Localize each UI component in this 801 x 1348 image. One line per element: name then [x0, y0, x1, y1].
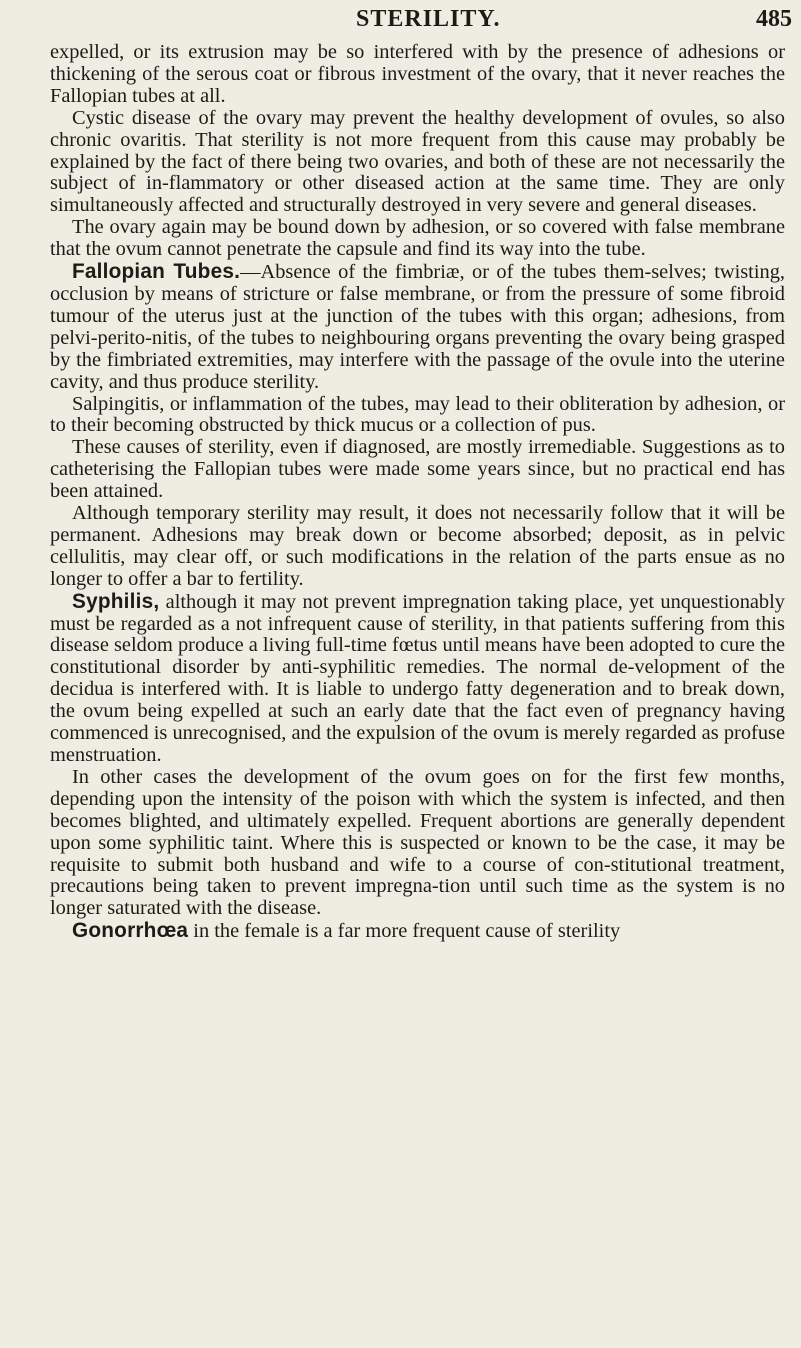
running-title: STERILITY.	[356, 6, 501, 32]
body-text	[50, 42, 785, 943]
paragraph-text: Cystic disease of the ovary may prevent the healthy development of ovules, so also chronic ovaritis. That sterility is not more frequent from this cause may probably be explained by the fact of there being two ovaries, and both of these are not necessarily the subject of in-flammatory or other diseased action at the same time. They are only simultaneously affected and structurally destroyed in very severe and general diseases.	[50, 106, 785, 217]
paragraph-text: in the female is a far more frequent cause of sterility	[188, 920, 621, 943]
paragraph-temporary-sterility	[50, 503, 785, 591]
paragraph-fallopian-tubes	[50, 261, 785, 393]
paragraph-text: expelled, or its extrusion may be so interfered with by the presence of adhesions or thickening of the serous coat or fibrous investment of the ovary, that it never reaches the Fallopian tubes at all.	[50, 41, 785, 107]
paragraph-syphilis	[50, 591, 785, 767]
paragraph-text: Salpingitis, or inflammation of the tubes, may lead to their obliteration by adhesion, or to their becoming obstructed by thick mucus or a collection of pus.	[50, 392, 785, 437]
side-heading-gonorrhoea: Gonorrhœa	[72, 919, 189, 943]
paragraph-ovary-bound-down	[50, 217, 785, 261]
page-number: 485	[756, 6, 792, 32]
side-heading-syphilis: Syphilis,	[72, 589, 160, 613]
paragraph-cystic-disease	[50, 108, 785, 218]
paragraph-text: —Absence of the fimbriæ, or of the tubes them-selves; twisting, occlusion by means of stricture or false membrane, or from the pressure of some fibroid tumour of the uterus just at the junction of the tubes with this organ; adhesions, from pelvi-perito-nitis, of the tubes to neighbouring organs preventing the ovary being grasped by the fimbriated extremities, may interfere with the passage of the ovule into the uterine cavity, and thus produce sterility.	[50, 261, 785, 393]
paragraph-irremediable-causes	[50, 437, 785, 503]
running-head	[50, 6, 792, 40]
paragraph-ovum-development	[50, 767, 785, 920]
paragraph-text: In other cases the development of the ovum goes on for the first few months, depending upon the intensity of the poison with which the system is infected, and then becomes blighted, and ultimately expelled. Frequent abortions are generally dependent upon some syphilitic taint. Where this is suspected or known to be the case, it may be requisite to submit both husband and wife to a course of con-stitutional treatment, precautions being taken to prevent impregna-tion until such time as the system is no longer saturated with the disease.	[50, 765, 785, 920]
paragraph-text: The ovary again may be bound down by adhesion, or so covered with false membrane that the ovum cannot penetrate the capsule and find its way into the tube.	[50, 216, 785, 261]
side-heading-fallopian-tubes: Fallopian Tubes.	[72, 260, 241, 284]
paragraph-gonorrhoea	[50, 920, 785, 943]
paragraph-text: although it may not prevent impregnation taking place, yet unquestionably must be regarded as a not infrequent cause of sterility, in that patients suffering from this disease seldom produce a living full-time fœtus until means have been adopted to cure the constitutional disorder by anti-syphilitic remedies. The normal de-velopment of the decidua is interfered with. It is liable to undergo fatty degeneration and to break down, the ovum being expelled at such an early date that the fact even of pregnancy having commenced is unrecognised, and the expulsion of the ovum is merely regarded as profuse menstruation.	[50, 590, 785, 766]
paragraph-text: Although temporary sterility may result, it does not necessarily follow that it will be permanent. Adhesions may break down or become absorbed; deposit, as in pelvic cellulitis, may clear off, or such modifications in the relation of the parts ensue as no longer to offer a bar to fertility.	[50, 502, 785, 590]
paragraph-salpingitis	[50, 394, 785, 438]
paragraph-ovary-extrusion	[50, 42, 785, 108]
paragraph-text: These causes of sterility, even if diagnosed, are mostly irremediable. Suggestions as to catheterising the Fallopian tubes were made some years since, but no practical end has been attained.	[50, 436, 785, 503]
